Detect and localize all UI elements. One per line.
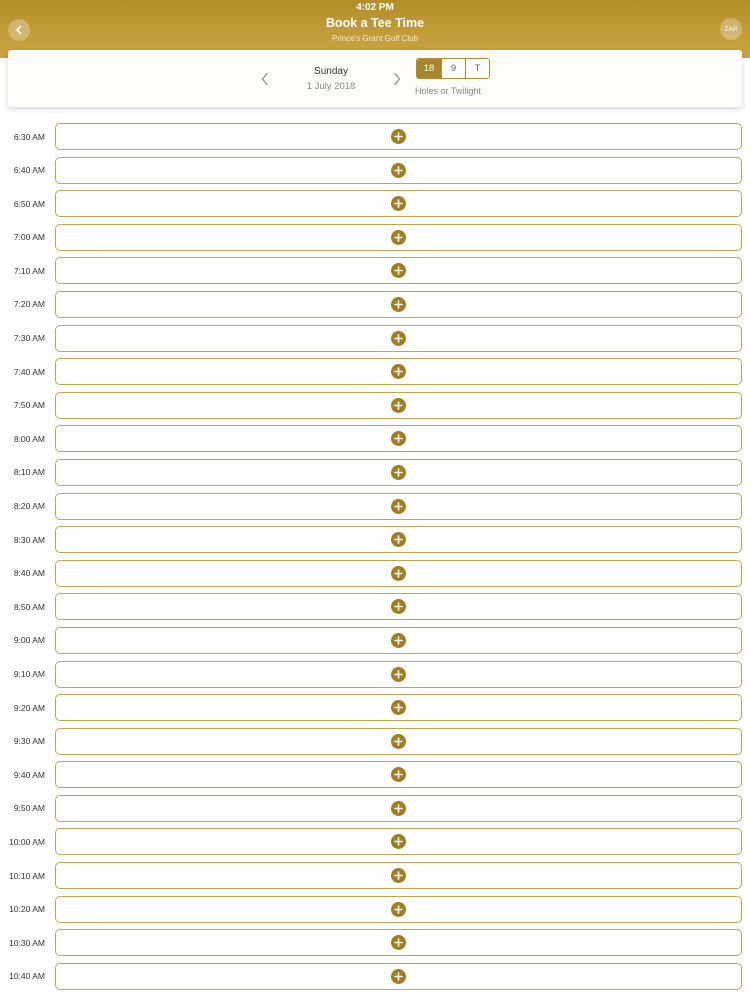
add-booking-icon[interactable] [391,801,406,816]
tee-time-row [0,828,750,862]
next-day-button[interactable] [390,70,404,88]
add-booking-icon[interactable] [391,935,406,950]
add-booking-icon[interactable] [391,398,406,413]
tee-time-label: 6:30 AM [13,131,45,142]
add-booking-icon[interactable] [391,230,406,245]
tee-time-label: 7:10 AM [13,265,45,276]
tee-time-row [0,963,750,997]
add-booking-icon[interactable] [391,331,406,346]
holes-caption: Holes or Twilight [415,86,481,96]
chevron-right-icon [392,72,402,86]
club-name: Prince's Grant Golf Club [331,34,418,43]
tee-time-label: 6:50 AM [13,198,45,209]
tee-time-list [0,123,750,996]
tee-time-row [0,795,750,829]
holes-option-9[interactable]: 9 [441,59,465,78]
date-selector-card [8,50,742,107]
tee-time-row [0,761,750,795]
selected-date: 1 July 2018 [306,81,356,92]
tee-time-label: 8:50 AM [13,601,45,612]
tee-time-slot[interactable] [55,761,742,788]
tee-time-label: 7:20 AM [13,299,45,310]
tee-time-slot[interactable] [55,459,742,486]
selected-day-name: Sunday [314,66,348,77]
tee-time-row [0,627,750,661]
tee-time-slot[interactable] [55,560,742,587]
tee-time-label: 10:10 AM [9,870,45,881]
tee-time-row [0,190,750,224]
tee-time-row [0,325,750,359]
add-booking-icon[interactable] [391,129,406,144]
add-booking-icon[interactable] [391,834,406,849]
previous-day-button[interactable] [258,70,272,88]
tee-time-slot[interactable] [55,291,742,318]
add-booking-icon[interactable] [391,263,406,278]
tee-time-slot[interactable] [55,929,742,956]
tee-time-row [0,661,750,695]
tee-time-row [0,257,750,291]
tee-time-slot[interactable] [55,828,742,855]
tee-time-slot[interactable] [55,123,742,150]
tee-time-row [0,123,750,157]
add-booking-icon[interactable] [391,767,406,782]
tee-time-slot[interactable] [55,627,742,654]
tee-time-slot[interactable] [55,896,742,923]
add-booking-icon[interactable] [391,599,406,614]
tee-time-row [0,526,750,560]
tee-time-label: 10:20 AM [9,904,45,915]
tee-time-slot[interactable] [55,224,742,251]
tee-time-label: 8:30 AM [13,534,45,545]
tee-time-slot[interactable] [55,325,742,352]
tee-time-label: 9:50 AM [13,803,45,814]
holes-option-18[interactable]: 18 [417,59,441,78]
tee-time-label: 8:00 AM [13,433,45,444]
tee-time-slot[interactable] [55,493,742,520]
chevron-left-icon [260,72,270,86]
tee-time-slot[interactable] [55,694,742,721]
tee-time-slot[interactable] [55,862,742,889]
tee-time-label: 6:40 AM [13,165,45,176]
add-booking-icon[interactable] [391,163,406,178]
status-bar-time: 4:02 PM [356,2,394,13]
add-booking-icon[interactable] [391,431,406,446]
tee-time-label: 7:50 AM [13,400,45,411]
tee-time-label: 7:40 AM [13,366,45,377]
tee-time-slot[interactable] [55,157,742,184]
tee-time-row [0,929,750,963]
tee-time-slot[interactable] [55,593,742,620]
tee-time-row [0,392,750,426]
tee-time-slot[interactable] [55,963,742,990]
tee-time-slot[interactable] [55,526,742,553]
tee-time-row [0,560,750,594]
add-booking-icon[interactable] [391,566,406,581]
tee-time-label: 7:30 AM [13,333,45,344]
tee-time-row [0,593,750,627]
tee-time-row [0,896,750,930]
add-booking-icon[interactable] [391,364,406,379]
add-booking-icon[interactable] [391,700,406,715]
tee-time-row [0,358,750,392]
holes-segmented-control [416,58,490,79]
add-booking-icon[interactable] [391,499,406,514]
tee-time-label: 7:00 AM [13,232,45,243]
tee-time-label: 9:00 AM [13,635,45,646]
page-title: Book a Tee Time [325,16,425,30]
tee-time-slot[interactable] [55,358,742,385]
tee-time-row [0,157,750,191]
tee-time-label: 9:20 AM [13,702,45,713]
tee-time-label: 8:20 AM [13,501,45,512]
add-booking-icon[interactable] [391,902,406,917]
tee-time-row [0,459,750,493]
tee-time-slot[interactable] [55,392,742,419]
tee-time-row [0,862,750,896]
tee-time-row [0,224,750,258]
tee-time-row [0,291,750,325]
twilight-option[interactable]: T [465,59,489,78]
tee-time-label: 9:30 AM [13,736,45,747]
tee-time-row [0,425,750,459]
add-booking-icon[interactable] [391,297,406,312]
add-booking-icon[interactable] [391,969,406,984]
currency-button[interactable]: ZAR [720,18,742,40]
tee-time-slot[interactable] [55,795,742,822]
tee-time-label: 10:00 AM [9,836,45,847]
tee-time-label: 10:40 AM [9,971,45,982]
tee-time-slot[interactable] [55,425,742,452]
tee-time-slot[interactable] [55,257,742,284]
tee-time-slot[interactable] [55,190,742,217]
tee-time-label: 9:40 AM [13,769,45,780]
tee-time-label: 8:10 AM [13,467,45,478]
tee-time-label: 10:30 AM [9,937,45,948]
tee-time-row [0,493,750,527]
add-booking-icon[interactable] [391,196,406,211]
tee-time-row [0,694,750,728]
tee-time-label: 9:10 AM [13,669,45,679]
tee-time-label: 8:40 AM [13,568,45,579]
tee-time-row [0,728,750,762]
tee-time-slot[interactable] [55,661,742,688]
add-booking-icon[interactable] [391,532,406,547]
add-booking-icon[interactable] [391,667,406,682]
add-booking-icon[interactable] [391,868,406,883]
tee-time-slot[interactable] [55,728,742,755]
add-booking-icon[interactable] [391,633,406,648]
add-booking-icon[interactable] [391,734,406,749]
add-booking-icon[interactable] [391,465,406,480]
